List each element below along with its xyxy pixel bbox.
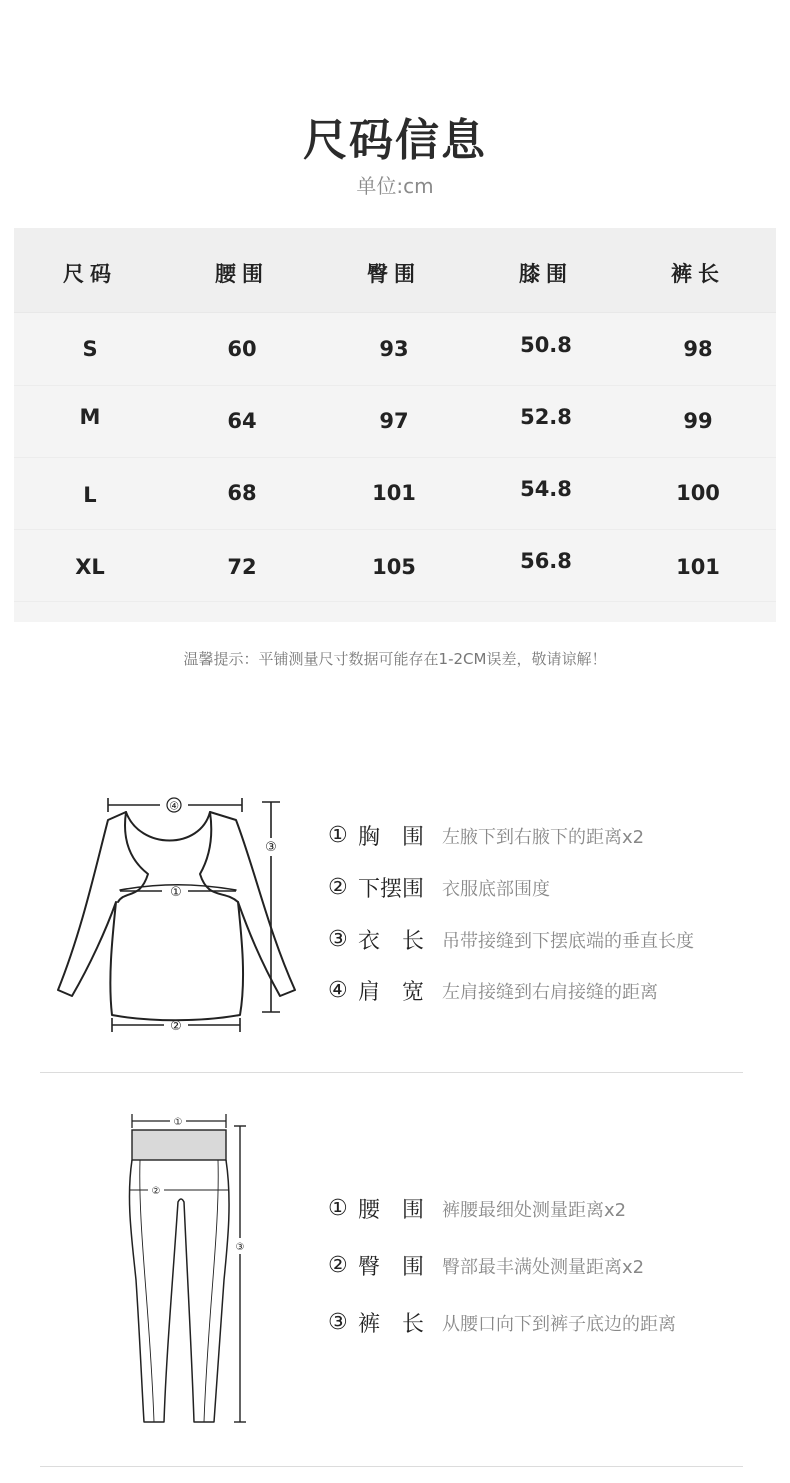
table-cell: 56.8 (520, 549, 572, 573)
legend-number: ② (328, 1253, 348, 1278)
table-cell: 50.8 (520, 333, 572, 357)
legend-number: ③ (328, 1310, 348, 1335)
marker-label: ① (173, 1117, 183, 1128)
legend-description: 左腋下到右腋下的距离x2 (442, 826, 645, 848)
table-cell: S (82, 337, 98, 361)
legend-number: ④ (328, 978, 348, 1003)
table-cell: 68 (227, 481, 257, 505)
table-cell: 54.8 (520, 477, 572, 501)
legend-item-bust (328, 820, 644, 850)
size-table (14, 228, 776, 622)
table-cell: 72 (227, 555, 257, 579)
legend-name: 臀 围 (358, 1255, 425, 1280)
column-header-hip: 臀围 (367, 262, 421, 286)
table-row (14, 385, 776, 458)
table-cell: 93 (379, 337, 409, 361)
column-header-length: 裤长 (671, 262, 725, 286)
legend-description: 吊带接缝到下摆底端的垂直长度 (442, 930, 694, 952)
pants-diagram (120, 1110, 260, 1440)
table-cell: 100 (676, 481, 720, 505)
top-garment-diagram (50, 790, 300, 1040)
column-header-size: 尺码 (63, 262, 117, 286)
marker-label: ② (170, 1019, 182, 1034)
legend-name: 胸 围 (358, 825, 425, 850)
section-divider (40, 1466, 743, 1467)
table-cell: 99 (683, 409, 713, 433)
table-cell: M (79, 405, 101, 429)
table-cell: 101 (676, 555, 720, 579)
legend-name: 肩 宽 (358, 980, 425, 1005)
table-cell: 60 (227, 337, 257, 361)
legend-number: ① (328, 823, 348, 848)
marker-label: ④ (169, 799, 179, 813)
measurement-notice: 温馨提示：平铺测量尺寸数据可能存在1-2CM误差，敬请谅解！ (183, 650, 607, 668)
marker-label: ① (170, 885, 182, 900)
legend-item-shoulder (328, 975, 658, 1005)
table-cell: 64 (227, 409, 257, 433)
table-cell: 105 (372, 555, 416, 579)
section-divider (40, 1072, 743, 1073)
column-header-knee: 膝围 (519, 262, 573, 286)
legend-description: 左肩接缝到右肩接缝的距离 (442, 981, 658, 1003)
table-cell: XL (75, 555, 105, 579)
legend-item-hip (328, 1250, 644, 1280)
marker-label: ③ (235, 1242, 245, 1253)
legend-name: 下摆围 (358, 877, 425, 902)
legend-description: 臀部最丰满处测量距离x2 (442, 1256, 645, 1278)
legend-number: ① (328, 1196, 348, 1221)
table-cell: 97 (379, 409, 409, 433)
legend-description: 裤腰最细处测量距离x2 (442, 1199, 627, 1221)
table-cell: 101 (372, 481, 416, 505)
marker-label: ② (151, 1186, 161, 1197)
table-cell: 98 (683, 337, 713, 361)
legend-description: 从腰口向下到裤子底边的距离 (442, 1313, 676, 1335)
unit-label: 单位:cm (356, 174, 434, 198)
legend-name: 裤 长 (358, 1312, 425, 1337)
legend-item-hem (328, 872, 550, 902)
table-row (14, 457, 776, 530)
legend-number: ② (328, 875, 348, 900)
legend-description: 衣服底部围度 (442, 878, 550, 900)
legend-item-waist (328, 1193, 626, 1223)
column-header-waist: 腰围 (215, 262, 269, 286)
legend-name: 腰 围 (358, 1198, 425, 1223)
legend-item-length (328, 924, 694, 954)
legend-item-pants-length (328, 1307, 676, 1337)
table-cell: L (83, 483, 97, 507)
table-row (14, 313, 776, 386)
marker-label: ③ (265, 840, 277, 855)
table-header (14, 228, 776, 313)
legend-number: ③ (328, 927, 348, 952)
table-cell: 52.8 (520, 405, 572, 429)
page-title: 尺码信息 (303, 115, 487, 166)
table-row (14, 529, 776, 602)
legend-name: 衣 长 (358, 929, 425, 954)
